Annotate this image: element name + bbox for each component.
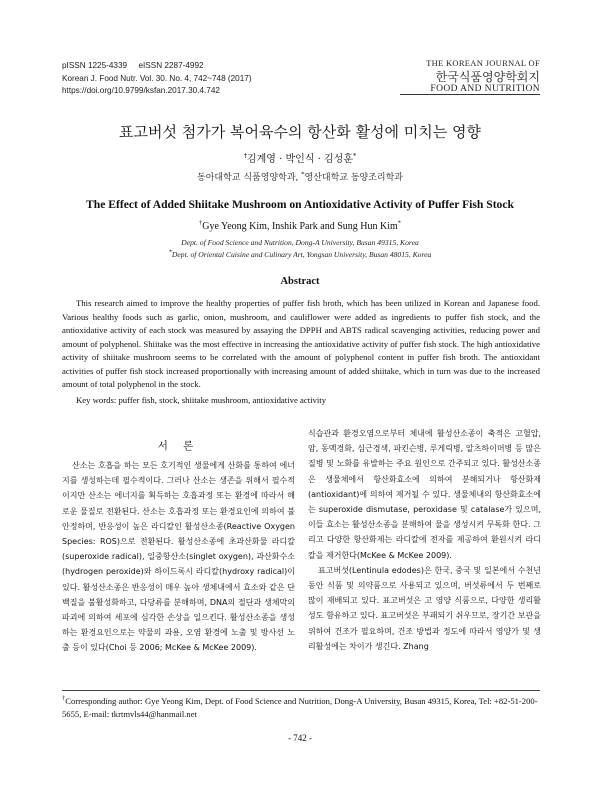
abstract-heading: Abstract [280,276,320,287]
authors-ko [0,150,600,165]
affiliation-en-2: Dept. of Oriental Cuisine and Culinary Art, Yongsan University, Busan 48015, Korea [171,250,432,259]
intro-right-paragraph-1: 식습관과 환경오염으로부터 체내에 활성산소종이 축적은 고혈압, 암, 동맥경화, 심근경색, 파킨슨병, 루게릭병, 알츠하이머병 등 많은 질병 및 노화를 유발하는 주요 원인으로 간주되고 있다. 활성산소종은 생물체에서 항산화효소에 의하여 분해되거나 항산화제(antioxidant)에 의하여 제거될 수 있다. 생물체내의 항산화효소에는 superoxide dismutase, peroxidase 및 catalase가 있으며, 이들 효소는 활성산소종을 분해하여 물을 생성시켜 무독화 한다. 그리고 다양한 항산화제는 라디칼에 전자를 제공하여 환원시켜 라디칼을 제거한다(McKee & McKee 2009). [308,429,541,560]
corresponding-mark-en: † [198,219,203,227]
issn-line: pISSN 1225-4339 eISSN 2287-4992 [62,61,204,70]
journal-name-ko: 한국식품영양학회지 [435,70,540,84]
citation-line: Korean J. Food Nutr. Vol. 30. No. 4, 742~748 (2017) [62,73,252,83]
authors-en-names: Gye Yeong Kim, Inshik Park and Sung Hun Kim [202,221,398,232]
page-number: - 742 - [288,733,312,743]
footnote-mark: † [62,695,66,703]
intro-right-column [308,426,541,654]
corresponding-mark: † [243,151,247,160]
paper-title-en: The Effect of Added Shiitake Mushroom on Antioxidative Activity of Puffer Fish Stock [86,198,514,211]
authors-en [0,221,600,232]
affiliation-mark: * [353,151,357,160]
affiliation-mark-en: * [397,219,402,227]
keywords: Key words: puffer fish, stock, shiitake mushroom, antioxidative activity [76,395,327,405]
affiliation-ko-2: 영산대학교 동양조리학과 [304,173,403,183]
affiliation-ko [0,170,600,183]
journal-logo [400,58,540,95]
journal-name-en-top: THE KOREAN JOURNAL OF [426,58,540,68]
affiliation-ko-1: 동아대학교 식품영양학과, [197,173,302,183]
journal-name-en-bottom: FOOD AND NUTRITION [400,84,540,95]
journal-citation-block [62,60,252,98]
affiliation-en-1: Dept. of Food Science and Nutrition, Dong-A University, Busan 49315, Korea [181,238,419,247]
intro-right-paragraph-2: 표고버섯(Lentinula edodes)은 한국, 중국 및 일본에서 수천년 동안 식품 및 의약품으로 사용되고 있으며, 버섯류에서 두 번째로 많이 재배되고 있다. 표고버섯은 고 영양 식품으로, 다양한 생리활성도 함유하고 있다. 표고버섯은 부패되기 쉬우므로, 장기간 보관을 위하여 건조가 필요하며, 건조 방법과 정도에 따라서 영양가 및 생리활성에는 차이가 생긴다. Zhang [308,565,541,651]
affiliation-en-2-line [0,250,600,259]
footnote-divider [62,690,540,691]
doi-link[interactable]: https://doi.org/10.9799/ksfan.2017.30.4.742 [62,86,220,95]
paper-title-ko: 표고버섯 첨가가 복어육수의 항산화 활성에 미치는 영향 [119,123,481,141]
affiliation-en-2-mark: * [168,248,172,256]
intro-left-column: 산소는 호흡을 하는 모든 호기적인 생물에게 산화를 통하여 에너지를 생성하는데 필수적이다. 그러나 산소는 생존을 위해서 필수적이지만 산소는 에너지를 획득하는 호흡과정 또는 환경에 따라서 해로운 물질로 전환된다. 산소는 호흡과정 또는 환경요인에 의하여 불안정하며, 반응성이 높은 라디칼인 활성산소종(Reactive Oxygen Species: ROS)으로 전환된다. 활성산소종에 초과산화물 라디칼(superoxide radical), 일중항산소(singlet oxygen), 과산화수소(hydrogen peroxide)와 하이드록시 라디칼(hydroxy radical)이 있다. 활성산소종은 반응성이 매우 높아 생체내에서 효소와 같은 단백질을 불활성화하고, 다당류를 분해하며, DNA의 절단과 생체막의 파괴에 의하여 세포에 심각한 손상을 일으킨다. 활성산소종을 생성하는 환경요인으로는 약물의 과용, 오염 환경에 노출 및 방사선 노출 등이 있다(Choi 등 2006; McKee & McKee 2009). [62,461,295,653]
footnote-text: Corresponding author: Gye Yeong Kim, Dept. of Food Science and Nutrition, Dong-A University, Busan 49315, Korea, Tel: +82-51-200-5655, E-mail: tkrtmvls44@hanmail.net [62,696,538,719]
section-heading-introduction: 서 론 [157,440,200,452]
affiliation-ko-mark: * [301,170,305,178]
corresponding-author-footnote [62,695,540,720]
authors-ko-names: 김계영 · 박인식 · 김성훈 [246,154,353,165]
abstract-text: This research aimed to improve the healthy properties of puffer fish broth, which has been utilized in Korean and Japanese food. Various healthy foods such as garlic, onion, mushroom, and cauliflower were added as ingredients to puffer fish stock, and the antioxidative activity of each stock was measured by assaying the DPPH and ABTS radical scavenging activities, reducing power and amount of polyphenol. Shiitake was the most effective in increasing the antioxidative activity of puffer fish stock. The high antioxidative activity of shiitake mushroom seems to be correlated with the amount of polyphenol content in puffer fish broth. The antioxidant activities of puffer fish stock increased proportionally with increasing amount of added shiitake, which in turn was due to the increased amount of total polyphenol in the stock. [62,298,540,389]
